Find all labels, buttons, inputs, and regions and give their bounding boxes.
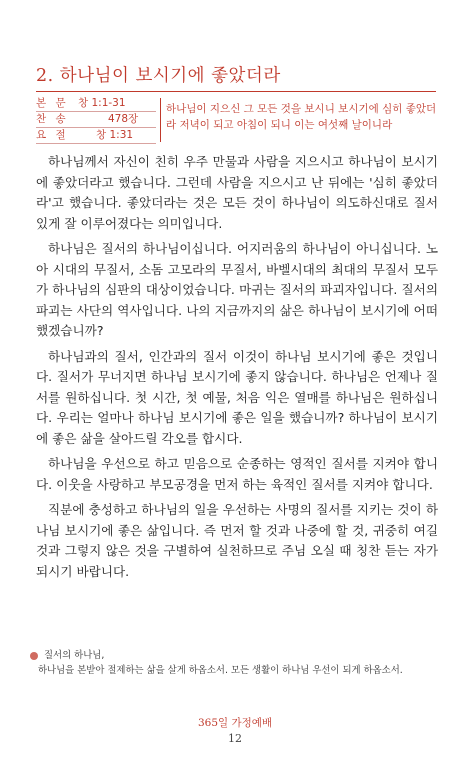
reference-value: 창 1:1-31 [78, 97, 126, 109]
prayer-body: 하나님을 본받아 절제하는 삶을 살게 하옵소서. 모든 생활이 하나님 우선이 되게 하옵소서. [38, 665, 403, 676]
body-paragraph: 하나님과의 질서, 인간과의 질서 이것이 하나님 보시기에 좋은 것입니다. 질서가 무너지면 하나님 보시기에 좋지 않습니다. 하나님은 언제나 질서를 원하십니다. 첫 시간, 첫 예물, 처음 익은 열매를 하나님은 원하십니다. 우리는 얼마나 하나님 보시기에 좋은 일을 했습니까? 하나님이 보시기에 좋은 삶을 살아드릴 각오를 합시다. [36, 348, 438, 446]
reference-row-text [36, 96, 156, 112]
reference-row-verse [36, 128, 156, 144]
prayer-bullet-icon [30, 652, 38, 660]
body-paragraph: 하나님은 질서의 하나님이십니다. 어지러움의 하나님이 아니십니다. 노아 시대의 무질서, 소돔 고모라의 무질서, 바벨시대의 최대의 무질서 모두가 하나님의 심판의 대상이었습니다. 마귀는 질서의 파괴자입니다. 질서의 파괴는 사단의 역사입니다. 나의 지금까지의 삶은 하나님이 보시기에 어떠했겠습니까? [36, 241, 438, 338]
page-number: 12 [228, 732, 242, 745]
reference-label: 요 절 [36, 129, 69, 141]
closing-prayer [38, 648, 440, 678]
key-verse-text: 하나님이 지으신 그 모든 것을 보시니 보시기에 심히 좋았더라 저녁이 되고 아침이 되니 이는 여섯째 날이니라 [166, 103, 437, 131]
scripture-references [36, 96, 156, 144]
page-title: 2. 하나님이 보시기에 좋았더라 [36, 66, 281, 86]
prayer-heading-row [38, 648, 440, 663]
reference-row-hymn [36, 112, 156, 128]
reference-label: 본 문 [36, 97, 69, 109]
prayer-heading: 질서의 하나님, [44, 650, 105, 661]
reference-value: 478장 [108, 113, 139, 125]
reference-value: 창 1:31 [96, 129, 134, 141]
reference-label: 찬 송 [36, 113, 69, 125]
title-underline [36, 91, 436, 92]
reference-divider [160, 98, 161, 142]
body-paragraph: 하나님께서 자신이 친히 우주 만물과 사람을 지으시고 하나님이 보시기에 좋았더라고 했습니다. 그런데 사람을 지으시고 난 뒤에는 '심히 좋았더라'고 했습니다. 좋았더라는 것은 모든 것이 하나님이 의도하신대로 질서 있게 잘 이루어졌다는 의미입니다. [36, 154, 438, 231]
devotional-body [36, 152, 438, 587]
body-paragraph: 하나님을 우선으로 하고 믿음으로 순종하는 영적인 질서를 지켜야 합니다. 이웃을 사랑하고 부모공경을 먼저 하는 육적인 질서를 지켜야 합니다. [36, 456, 438, 492]
body-paragraph: 직분에 충성하고 하나님의 일을 우선하는 사명의 질서를 지키는 것이 하나님 보시기에 좋은 삶입니다. 즉 먼저 할 것과 나중에 할 것, 귀중히 여길 것과 그렇지 않은 것을 구별하여 실천하므로 주님 오실 때 칭찬 듣는 자가 되시기 바랍니다. [36, 502, 438, 579]
book-title: 365일 가정예배 [197, 717, 273, 729]
